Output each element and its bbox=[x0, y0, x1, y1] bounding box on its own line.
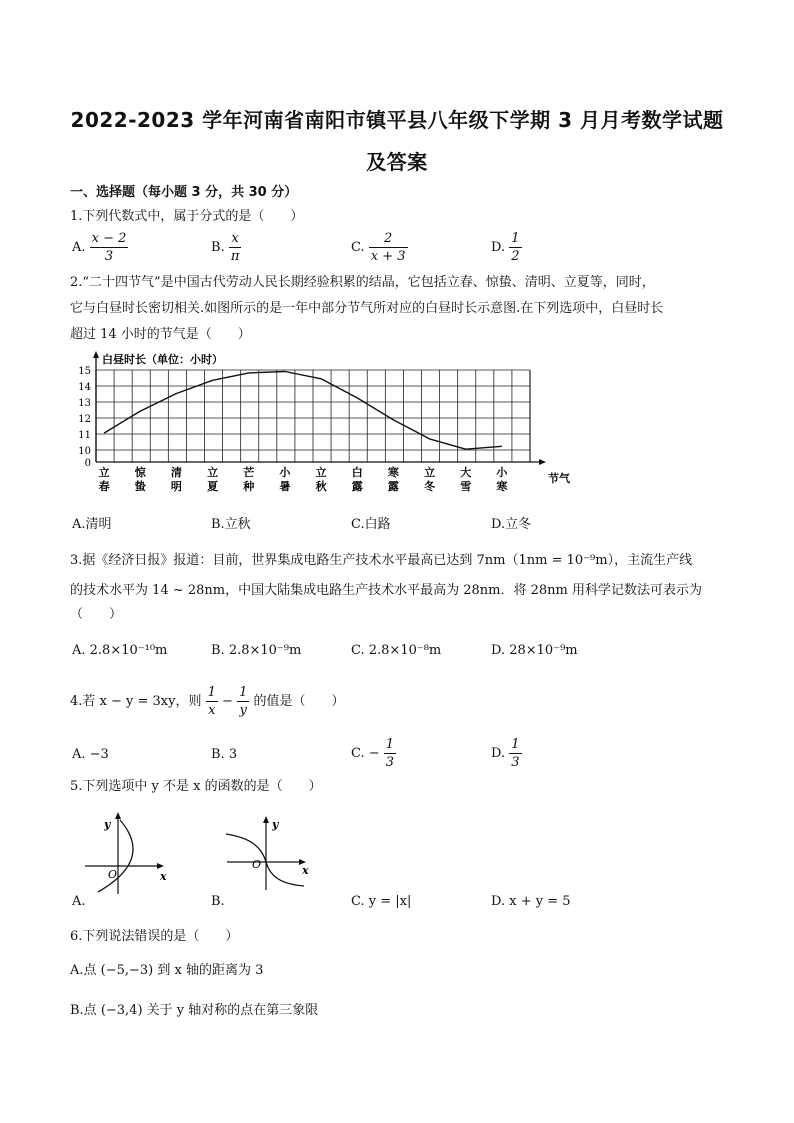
q6-option-a: A.点 (−5,−3) 到 x 轴的距离为 3 bbox=[70, 963, 264, 978]
x-tick-label: 秋 bbox=[315, 480, 327, 493]
q5-graph-b bbox=[222, 812, 312, 892]
q3-option-c: C. 2.8×10⁻⁸m bbox=[351, 643, 442, 658]
q3-option-b: B. 2.8×10⁻⁹m bbox=[211, 643, 302, 658]
x-tick-label: 立 bbox=[315, 466, 327, 479]
q2-stem-line2: 它与白昼时长密切相关.如图所示的是一年中部分节气所对应的白昼时长示意图.在下列选项中，白昼时长 bbox=[70, 301, 664, 316]
q3-stem-line3: （ ） bbox=[70, 607, 123, 622]
fraction: $\frac{x - 2}{3}$ bbox=[91, 231, 127, 264]
axis-y-label: y bbox=[104, 818, 111, 831]
x-tick-label: 雪 bbox=[460, 480, 472, 493]
fraction: $\frac{2}{x + 3}$ bbox=[370, 231, 406, 264]
daylight-chart bbox=[70, 350, 570, 500]
origin-label: O bbox=[108, 868, 118, 881]
x-tick-label: 冬 bbox=[424, 480, 436, 493]
x-tick-label: 明 bbox=[170, 480, 182, 493]
x-tick-label: 暑 bbox=[279, 480, 291, 493]
fraction: $\frac{1}{3}$ bbox=[511, 737, 520, 770]
x-tick-label: 春 bbox=[98, 480, 110, 493]
x-tick-label: 种 bbox=[243, 480, 255, 493]
q5-option-d: D. x + y = 5 bbox=[491, 894, 571, 909]
x-tick-label: 蛰 bbox=[134, 480, 146, 493]
axis-y-label: y bbox=[272, 818, 279, 831]
fraction-1-over-x: $\frac{1}{x}$ bbox=[207, 685, 216, 718]
x-tick-label: 寒 bbox=[387, 466, 399, 479]
y-tick-label: 13 bbox=[78, 398, 91, 409]
chart-title: 白昼时长（单位：小时） bbox=[102, 353, 223, 366]
q4-option-c: C. − $\frac{1}{3}$ bbox=[351, 737, 395, 770]
y-tick-label: 12 bbox=[78, 414, 91, 425]
q4-option-b: B. 3 bbox=[211, 747, 238, 762]
x-tick-label: 露 bbox=[387, 480, 399, 493]
y-tick-label: 15 bbox=[78, 366, 91, 377]
q2-option-b: B.立秋 bbox=[211, 517, 251, 532]
x-tick-label: 露 bbox=[351, 480, 363, 493]
x-tick-label: 立 bbox=[424, 466, 436, 479]
x-tick-label: 夏 bbox=[207, 480, 219, 493]
x-tick-label: 惊 bbox=[134, 466, 146, 479]
y-tick-label: 0 bbox=[84, 458, 91, 469]
q1-stem: 1.下列代数式中，属于分式的是（ ） bbox=[70, 209, 304, 224]
axis-x-label: x bbox=[160, 870, 167, 883]
fraction: $\frac{1}{2}$ bbox=[511, 231, 520, 264]
q2-option-d: D.立冬 bbox=[491, 517, 532, 532]
q1-option-d: D. $\frac{1}{2}$ bbox=[491, 231, 520, 264]
q2-stem-line1: 2.“二十四节气”是中国古代劳动人民长期经验积累的结晶，它包括立春、惊蛰、清明、立夏等，同时， bbox=[70, 275, 655, 290]
q6-stem: 6.下列说法错误的是（ ） bbox=[70, 929, 239, 944]
x-axis-label: 节气 bbox=[548, 472, 570, 485]
q1-option-a: A. $\frac{x - 2}{3}$ bbox=[72, 231, 127, 264]
x-tick-label: 立 bbox=[207, 466, 219, 479]
q5-stem: 5.下列选项中 y 不是 x 的函数的是（ ） bbox=[70, 779, 322, 794]
q3-option-a: A. 2.8×10⁻¹⁰m bbox=[72, 643, 168, 658]
y-axis-arrow bbox=[93, 351, 99, 358]
origin-label: O bbox=[252, 858, 262, 871]
fraction: $\frac{x}{\pi}$ bbox=[230, 231, 240, 264]
x-axis-arrow bbox=[539, 459, 546, 465]
q5-option-c: C. y = |x| bbox=[351, 894, 412, 909]
series-line bbox=[104, 372, 502, 450]
x-tick-label: 立 bbox=[98, 466, 110, 479]
q4-stem: 4.若 x − y = 3xy，则 $\frac{1}{x}$ − $\frac{1}{y}$ 的值是（ ） bbox=[70, 685, 345, 718]
q2-stem-line3: 超过 14 小时的节气是（ ） bbox=[70, 327, 251, 342]
q6-option-b: B.点 (−3,4) 关于 y 轴对称的点在第三象限 bbox=[70, 1003, 319, 1018]
exam-title-line2: 及答案 bbox=[366, 150, 428, 174]
q2-option-a: A.清明 bbox=[72, 517, 112, 532]
y-tick-label: 14 bbox=[78, 382, 91, 393]
x-tick-label: 小 bbox=[279, 466, 291, 479]
q5-option-b: B. bbox=[211, 894, 225, 909]
exam-title-line1: 2022-2023 学年河南省南阳市镇平县八年级下学期 3 月月考数学试题 bbox=[70, 108, 724, 132]
q3-stem-line1: 3.据《经济日报》报道：目前，世界集成电路生产技术水平最高已达到 7nm（1nm = 10⁻⁹m），主流生产线 bbox=[70, 553, 693, 568]
fraction-1-over-y: $\frac{1}{y}$ bbox=[239, 685, 248, 718]
x-tick-label: 寒 bbox=[496, 480, 508, 493]
q4-option-a: A. −3 bbox=[72, 747, 109, 762]
x-tick-label: 大 bbox=[460, 466, 472, 479]
q3-stem-line2: 的技术水平为 14 ~ 28nm，中国大陆集成电路生产技术水平最高为 28nm．将 28nm 用科学记数法可表示为 bbox=[70, 583, 702, 598]
y-tick-label: 10 bbox=[78, 446, 91, 457]
q4-option-d: D. $\frac{1}{3}$ bbox=[491, 737, 520, 770]
q2-option-c: C.白路 bbox=[351, 517, 391, 532]
q5-graph-a bbox=[80, 808, 170, 898]
q3-option-d: D. 28×10⁻⁹m bbox=[491, 643, 578, 658]
section-heading: 一、选择题（每小题 3 分，共 30 分） bbox=[70, 185, 298, 200]
axis-x-label: x bbox=[302, 864, 309, 877]
y-tick-label: 11 bbox=[78, 430, 91, 441]
x-tick-label: 清 bbox=[170, 466, 182, 479]
x-tick-label: 小 bbox=[496, 466, 508, 479]
x-tick-label: 白 bbox=[351, 466, 363, 479]
q1-option-c: C. $\frac{2}{x + 3}$ bbox=[351, 231, 406, 264]
q1-option-b: B. $\frac{x}{\pi}$ bbox=[211, 231, 240, 264]
fraction: $\frac{1}{3}$ bbox=[385, 737, 395, 770]
q5-option-a: A. bbox=[72, 894, 86, 909]
x-tick-label: 芒 bbox=[243, 466, 255, 479]
